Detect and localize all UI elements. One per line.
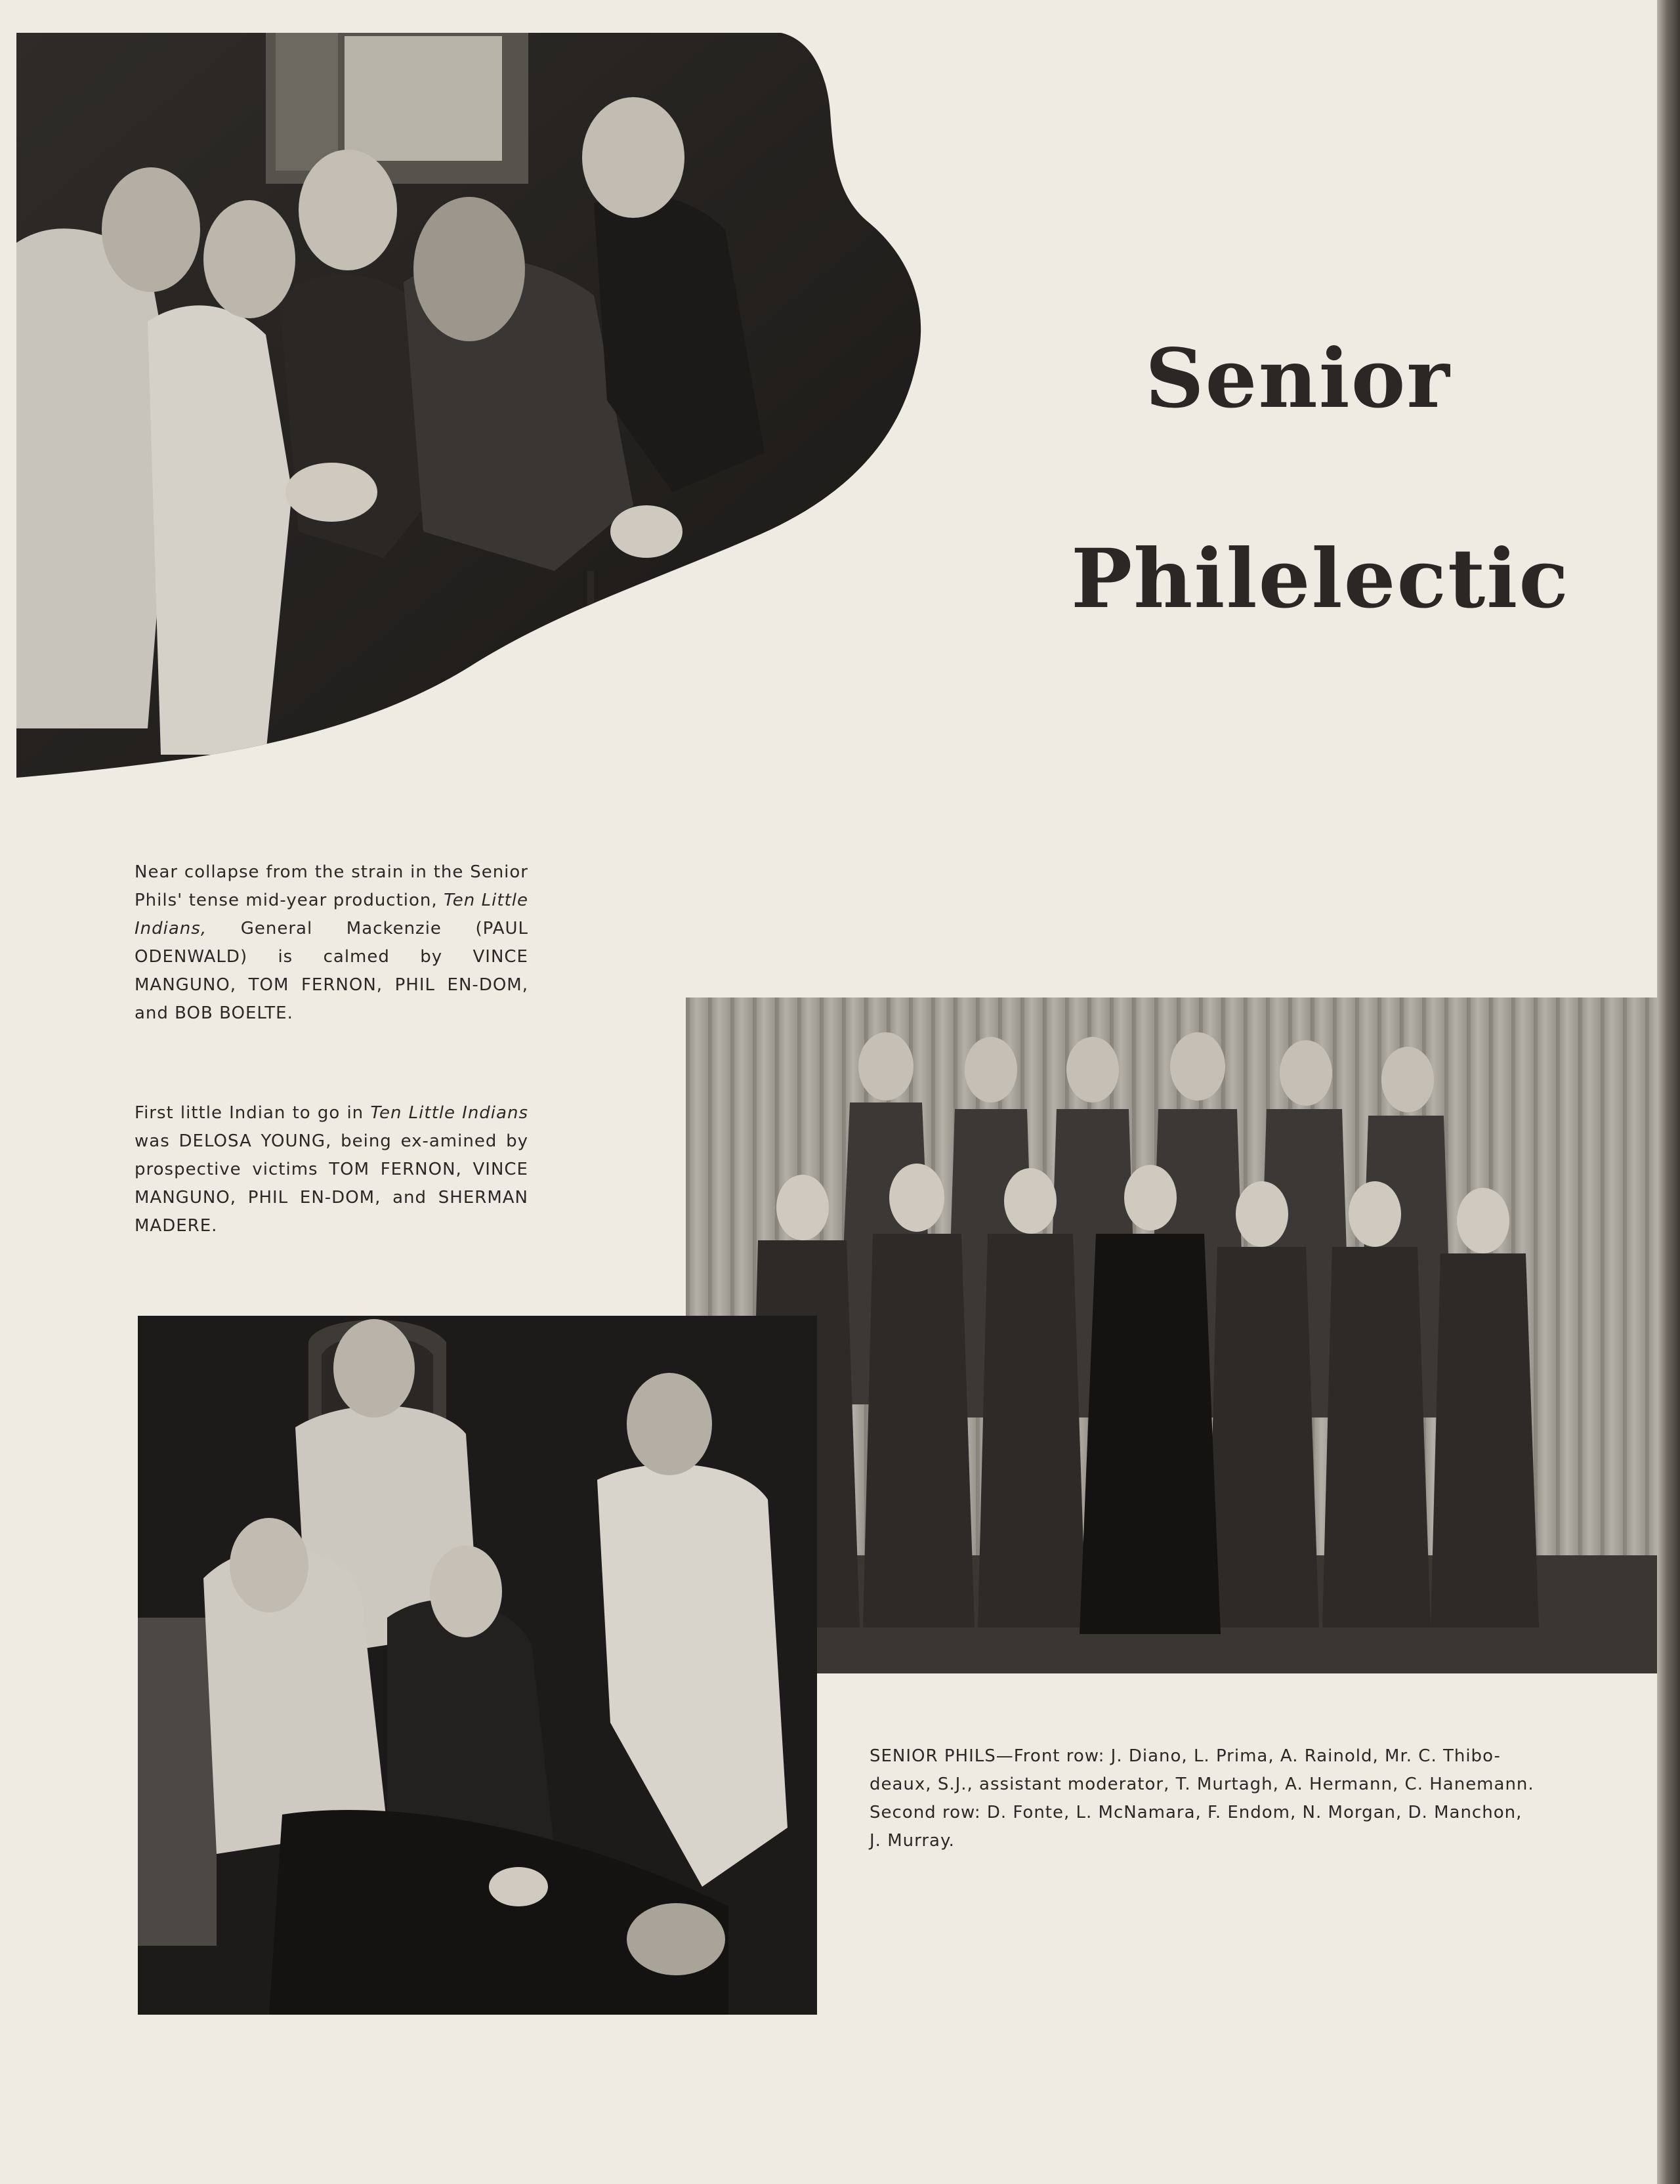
caption-first-text-1: First little Indian to go in	[135, 1103, 371, 1123]
caption-play-text-2: General Mackenzie (PAUL ODENWALD) is calmed by VINCE MANGUNO, TOM FERNON, PHIL EN-DOM, and BOB BOELTE.	[135, 919, 528, 1023]
page-binding-edge	[1657, 0, 1680, 2184]
caption-group-line3: Second row: D. Fonte, L. McNamara, F. Endom, N. Morgan, D. Manchon,	[870, 1803, 1522, 1822]
caption-group-line4: J. Murray.	[870, 1831, 955, 1851]
caption-first-indian	[135, 1099, 528, 1240]
caption-play-text-1: Near collapse from the strain in the Senior Phils' tense mid-year production,	[135, 862, 528, 910]
play-photo-first-indian	[138, 1316, 817, 2015]
page-title-line2: Philelectic	[1071, 532, 1570, 627]
caption-first-text-2: was DELOSA YOUNG, being ex-amined by prospective victims TOM FERNON, VINCE MANGUNO, PHIL EN-DOM, and SHERMAN MADERE.	[135, 1131, 528, 1236]
caption-group-line1: SENIOR PHILS—Front row: J. Diano, L. Prima, A. Rainold, Mr. C. Thibo-	[870, 1746, 1501, 1766]
page-title-line1: Senior	[1145, 331, 1451, 427]
play-photo-ten-little-indians	[16, 33, 929, 784]
caption-play-scene	[135, 858, 528, 1028]
caption-group-photo	[870, 1742, 1598, 1855]
caption-group-line2: deaux, S.J., assistant moderator, T. Murtagh, A. Hermann, C. Hanemann.	[870, 1774, 1534, 1794]
group-photo-senior-phils	[686, 998, 1657, 1673]
caption-first-title: Ten Little Indians	[370, 1103, 528, 1123]
caption-play-title: Ten Little Indians,	[135, 891, 528, 938]
